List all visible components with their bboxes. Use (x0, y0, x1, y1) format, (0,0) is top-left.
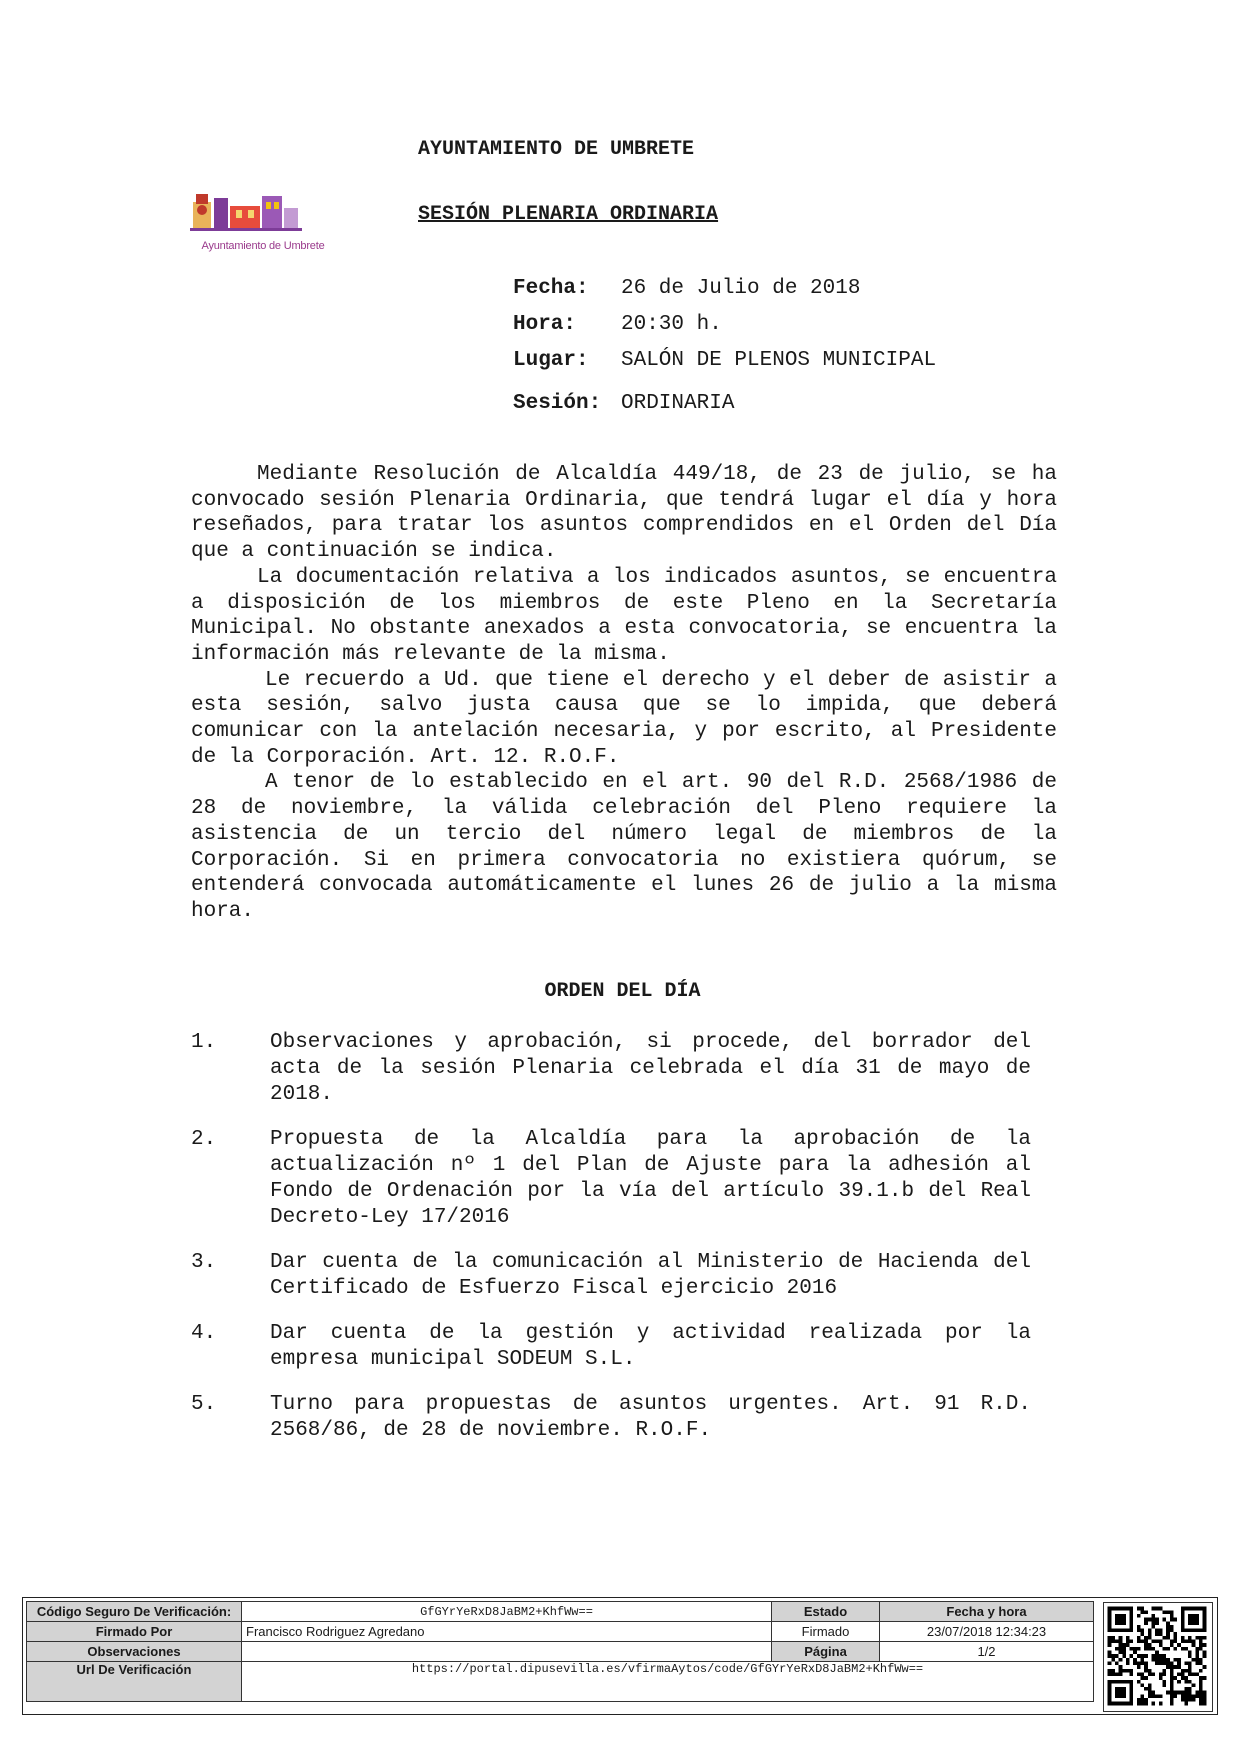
url-label: Url De Verificación (27, 1662, 242, 1702)
agenda-title-text: ORDEN DEL DÍA (544, 980, 701, 1003)
estado-label: Estado (772, 1602, 880, 1622)
fecha-hora-value: 23/07/2018 12:34:23 (880, 1622, 1094, 1642)
agenda-title (0, 980, 1240, 1003)
pagina-label: Página (772, 1642, 880, 1662)
verification-table (26, 1601, 1094, 1702)
agenda-item-number: 4. (191, 1322, 217, 1345)
document-header: AYUNTAMIENTO DE UMBRETE (418, 138, 695, 161)
meta-hora (513, 313, 722, 336)
meta-sesion-label: Sesión: (513, 392, 602, 415)
agenda-item (191, 1250, 1031, 1302)
meta-sesion (513, 392, 734, 415)
agenda-list (191, 1030, 1031, 1463)
fecha-hora-label: Fecha y hora (880, 1602, 1094, 1622)
body-text (191, 462, 1057, 925)
meta-fecha (513, 277, 860, 300)
estado-value: Firmado (772, 1622, 880, 1642)
csv-label: Código Seguro De Verificación: (27, 1602, 242, 1622)
csv-value: GfGYrYeRxD8JaBM2+KhfWw== (242, 1602, 772, 1622)
agenda-item-text: Propuesta de la Alcaldía para la aprobación de la actualización nº 1 del Plan de Ajuste para la adhesión al Fondo de Ordenación por la vía del artículo 39.1.b del Real Decreto-Ley 17/2016 (270, 1128, 1031, 1229)
document-subtitle: SESIÓN PLENARIA ORDINARIA (418, 203, 719, 226)
meta-lugar-value: SALÓN DE PLENOS MUNICIPAL (621, 349, 937, 372)
qr-code (1103, 1602, 1213, 1712)
firmado-por-value: Francisco Rodriguez Agredano (242, 1622, 772, 1642)
meta-fecha-value: 26 de Julio de 2018 (621, 277, 861, 300)
pagina-value: 1/2 (880, 1642, 1094, 1662)
agenda-item-number: 1. (191, 1031, 217, 1054)
paragraph: Le recuerdo a Ud. que tiene el derecho y el deber de asistir a esta sesión, salvo justa causa que se lo impida, que deberá comunicar con la antelación necesaria, y por escrito, al Presidente de la Corporación. Art. 12. R.O.F. (191, 668, 1057, 769)
agenda-item-number: 2. (191, 1128, 217, 1151)
meta-sesion-value: ORDINARIA (621, 392, 735, 415)
verification-url[interactable]: https://portal.dipusevilla.es/vfirmaAytos/code/GfGYrYeRxD8JaBM2+KhfWw== (242, 1662, 1094, 1702)
agenda-item-number: 5. (191, 1393, 217, 1416)
logo-caption: Ayuntamiento de Umbrete (201, 240, 325, 252)
meta-lugar-label: Lugar: (513, 349, 589, 372)
verification-footer (22, 1597, 1218, 1715)
agenda-item-number: 3. (191, 1251, 217, 1274)
agenda-item-text: Observaciones y aprobación, si procede, del borrador del acta de la sesión Plenaria celebrada el día 31 de mayo de 2018. (270, 1031, 1031, 1106)
agenda-item-text: Dar cuenta de la comunicación al Ministerio de Hacienda del Certificado de Esfuerzo Fiscal ejercicio 2016 (270, 1251, 1031, 1300)
observaciones-label: Observaciones (27, 1642, 242, 1662)
meta-lugar (513, 349, 936, 372)
firmado-por-label: Firmado Por (27, 1622, 242, 1642)
agenda-item (191, 1392, 1031, 1444)
agenda-item (191, 1321, 1031, 1373)
paragraph: Mediante Resolución de Alcaldía 449/18, de 23 de julio, se ha convocado sesión Plenaria Ordinaria, que tendrá lugar el día y hora reseñados, para tratar los asuntos comprendidos en el Orden del Día que a continuación se indica. (191, 463, 1057, 564)
paragraph: La documentación relativa a los indicados asuntos, se encuentra a disposición de los miembros de este Pleno en la Secretaría Municipal. No obstante anexados a esta convocatoria, se encuentra la información más relevante de la misma. (191, 565, 1057, 666)
agenda-item-text: Dar cuenta de la gestión y actividad realizada por la empresa municipal SODEUM S.L. (270, 1322, 1031, 1371)
agenda-item (191, 1127, 1031, 1231)
agenda-item-text: Turno para propuestas de asuntos urgentes. Art. 91 R.D. 2568/86, de 28 de noviembre. R.O.F. (270, 1393, 1031, 1442)
paragraph: A tenor de lo establecido en el art. 90 del R.D. 2568/1986 de 28 de noviembre, la válida celebración del Pleno requiere la asistencia de un tercio del número legal de miembros de la Corporación. Si en primera convocatoria no existiera quórum, se entenderá convocada automáticamente el lunes 26 de julio a la misma hora. (191, 771, 1057, 923)
meta-fecha-label: Fecha: (513, 277, 589, 300)
meta-hora-value: 20:30 h. (621, 313, 722, 336)
agenda-item (191, 1030, 1031, 1108)
meta-hora-label: Hora: (513, 313, 577, 336)
observaciones-value (242, 1642, 772, 1662)
